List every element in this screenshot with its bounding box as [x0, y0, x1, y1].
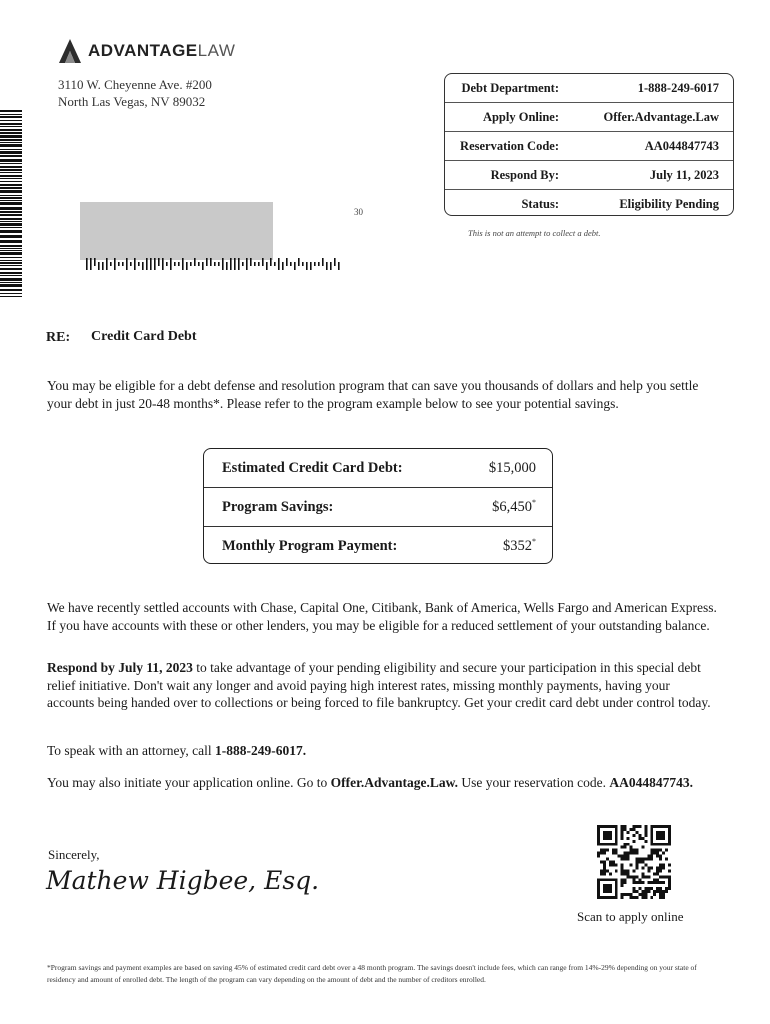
- reservation-code: AA044847743.: [609, 775, 694, 790]
- closing-salutation: Sincerely,: [48, 847, 100, 862]
- info-value: Offer.Advantage.Law: [603, 109, 719, 124]
- info-row-debt-dept: [445, 74, 733, 103]
- settled-accounts-paragraph: We have recently settled accounts with Chase, Capital One, Citibank, Bank of America, Wells Fargo and American Express. If you have accounts with these or other lenders, you may be eligible for a reduced settlement of your outstanding balance.: [47, 600, 717, 633]
- redacted-recipient-address: [80, 202, 273, 260]
- info-value: Eligibility Pending: [619, 196, 719, 211]
- address-line-1: 3110 W. Cheyenne Ave. #200: [58, 77, 212, 92]
- signature: Mathew Higbee, Esq.: [46, 866, 320, 895]
- savings-row: [204, 488, 552, 527]
- side-barcode: [0, 110, 22, 298]
- intro-paragraph: You may be eligible for a debt defense and resolution program that can save you thousands of dollars and help you settle your debt in just 20-48 months*. Please refer to the program example below to see your potential savings.: [47, 378, 699, 411]
- apply-online-paragraph: You may also initiate your application online. Go to Offer.Advantage.Law. Use your reservation code. AA044847743.: [47, 775, 694, 790]
- info-label: Reservation Code:: [460, 138, 559, 153]
- savings-value: $15,000: [488, 459, 536, 476]
- re-subject: Credit Card Debt: [91, 329, 197, 344]
- collection-disclaimer: This is not an attempt to collect a debt.: [468, 228, 601, 238]
- qr-code-icon: [597, 823, 671, 901]
- respond-deadline: Respond by July 11, 2023: [47, 660, 193, 675]
- info-value: July 11, 2023: [649, 167, 719, 182]
- logo-mark-icon: [58, 38, 82, 64]
- sender-address: [58, 76, 212, 110]
- info-value: AA044847743: [644, 138, 719, 153]
- account-info-box: [444, 73, 734, 216]
- savings-example-table: [203, 448, 553, 564]
- info-value: 1-888-249-6017: [637, 80, 719, 95]
- address-line-2: North Las Vegas, NV 89032: [58, 94, 206, 109]
- postal-barcode: [86, 258, 344, 270]
- company-logo: [58, 38, 235, 64]
- savings-row: [204, 449, 552, 488]
- savings-row: [204, 527, 552, 565]
- savings-value: $6,450*: [492, 498, 536, 515]
- brand-name: [88, 41, 235, 61]
- info-label: Respond By:: [490, 167, 559, 182]
- apply-url: Offer.Advantage.Law.: [330, 775, 458, 790]
- info-label: Debt Department:: [461, 80, 559, 95]
- speak-attorney-paragraph: To speak with an attorney, call 1-888-249-6017.: [47, 743, 307, 758]
- footnote: *Program savings and payment examples are based on saving 45% of estimated credit card debt over a 48 month program. The savings doesn't include fees, which can range from 14%-29% depending on your state of residency and amount of enrolled debt. The length of the program can vary depending on the amount of debt and the number of creditors enrolled.: [47, 963, 697, 984]
- attorney-phone: 1-888-249-6017.: [215, 743, 307, 758]
- savings-label: Estimated Credit Card Debt:: [222, 459, 403, 476]
- info-row-respond-by: [445, 161, 733, 190]
- brand-bold: ADVANTAGE: [88, 41, 198, 60]
- savings-label: Program Savings:: [222, 498, 334, 515]
- qr-caption: Scan to apply online: [577, 909, 684, 924]
- info-label: Status:: [521, 196, 559, 211]
- info-row-status: [445, 190, 733, 218]
- brand-thin: LAW: [197, 41, 236, 60]
- respond-paragraph: Respond by July 11, 2023 to take advantage of your pending eligibility and secure your participation in this special debt relief initiative. Don't wait any longer and avoid paying high interest rates, missing monthly payments, having your accounts being handed over to collections or being forced to file bankruptcy. Get your credit card debt under control today.: [47, 660, 711, 710]
- savings-label: Monthly Program Payment:: [222, 537, 398, 554]
- re-label: RE:: [46, 330, 71, 345]
- info-label: Apply Online:: [482, 109, 559, 124]
- savings-value: $352*: [503, 537, 536, 554]
- postal-sort-code: 30: [354, 207, 363, 217]
- info-row-apply-online: [445, 103, 733, 132]
- info-row-reservation-code: [445, 132, 733, 161]
